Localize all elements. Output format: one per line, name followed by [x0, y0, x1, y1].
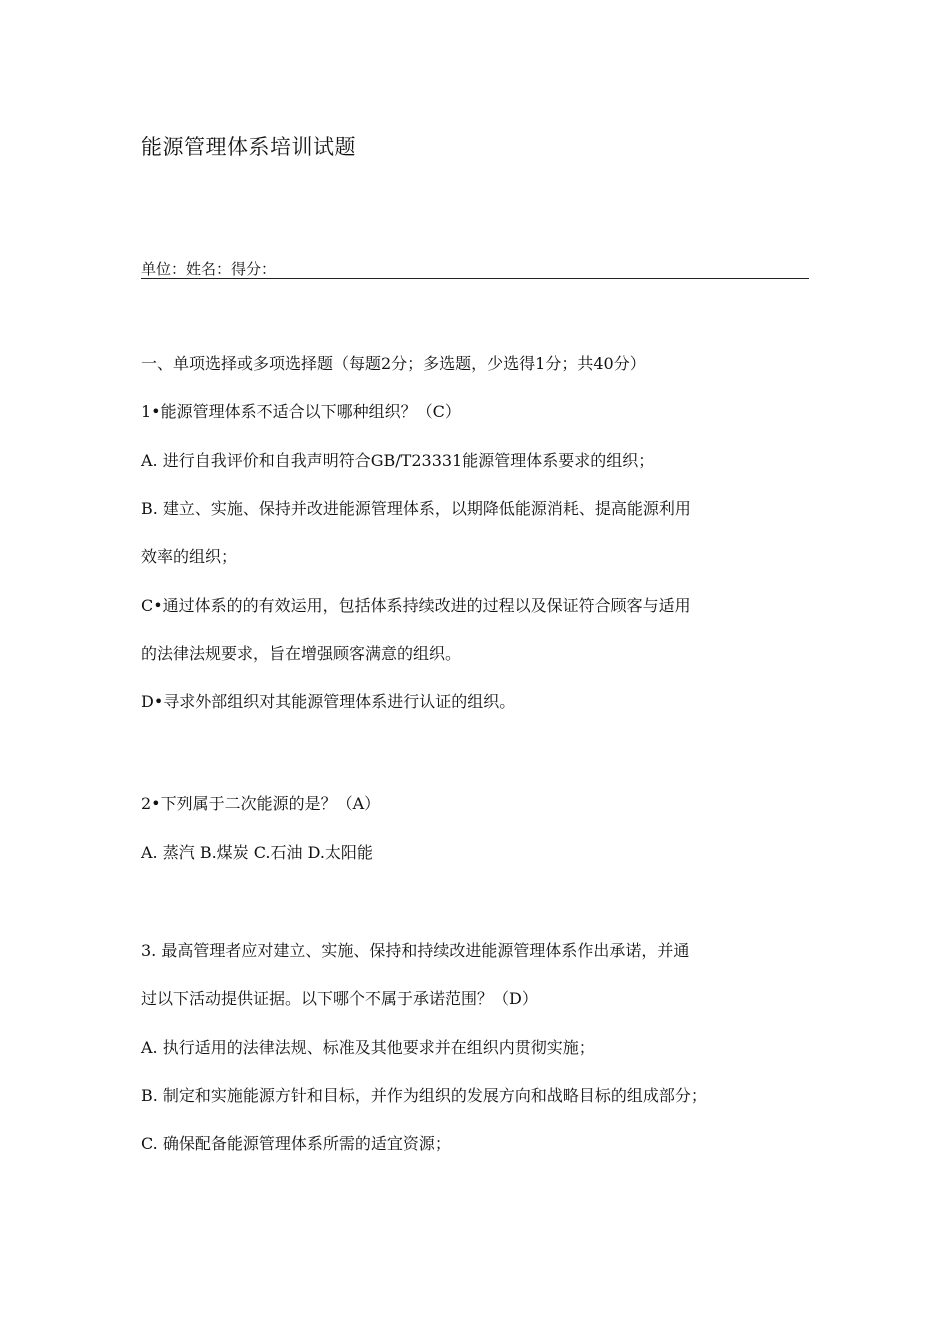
header-info-line: 单位：姓名：得分：	[141, 258, 809, 279]
question-1-option-d: D•寻求外部组织对其能源管理体系进行认证的组织。	[141, 692, 516, 711]
question-1-stem: 1•能源管理体系不适合以下哪种组织？（C）	[141, 402, 461, 421]
question-3-option-c: C. 确保配备能源管理体系所需的适宜资源；	[141, 1134, 451, 1153]
question-1-option-b: B. 建立、实施、保持并改进能源管理体系，以期降低能源消耗、提高能源利用	[141, 499, 691, 518]
question-3-stem-cont: 过以下活动提供证据。以下哪个不属于承诺范围？（D）	[141, 989, 538, 1008]
question-2-stem: 2•下列属于二次能源的是？（A）	[141, 794, 381, 813]
question-1-option-c-cont: 的法律法规要求，旨在增强顾客满意的组织。	[141, 644, 462, 663]
question-1-option-c: C•通过体系的的有效运用，包括体系持续改进的过程以及保证符合顾客与适用	[141, 596, 691, 615]
question-1-option-b-cont: 效率的组织；	[141, 547, 238, 566]
question-3-option-a: A. 执行适用的法律法规、标准及其他要求并在组织内贯彻实施；	[141, 1038, 595, 1057]
question-1-option-a: A. 进行自我评价和自我声明符合GB/T23331能源管理体系要求的组织；	[141, 451, 655, 470]
question-3-stem: 3. 最高管理者应对建立、实施、保持和持续改进能源管理体系作出承诺，并通	[141, 941, 690, 960]
question-3-option-b: B. 制定和实施能源方针和目标，并作为组织的发展方向和战略目标的组成部分；	[141, 1086, 707, 1105]
section-heading: 一、单项选择或多项选择题（每题2分；多选题，少选得1分；共40分）	[141, 354, 646, 373]
question-2-options: A. 蒸汽 B.煤炭 C.石油 D.太阳能	[141, 843, 373, 862]
document-title: 能源管理体系培训试题	[141, 135, 356, 159]
